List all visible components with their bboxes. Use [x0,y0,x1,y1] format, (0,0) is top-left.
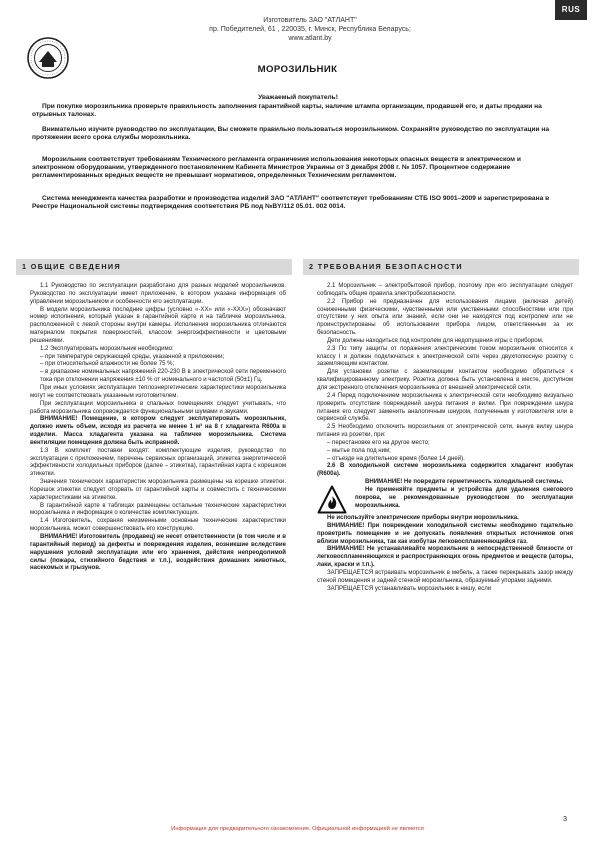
paragraph: 2.3 По типу защиты от поражения электрическим током морозильник относится к классу I и должен подключаться к электрической сети через двухполюсную розетку с заземляющим контактом. [317,345,573,368]
paragraph: Значения технических характеристик морозильника размещены на корешке этикетки. Корешок этикетки следует оторвать от гарантийной карты и совместить с техническими характеристиками на этикетке. [30,479,286,501]
intro-paragraph: Внимательно изучите руководство по эксплуатации, Вы сможете правильно пользоваться морозильником. Сохраняйте руководство по эксплуатации на протяжении всего срока службы морозильника. [32,125,550,141]
list-item: – при температуре окружающей среды, указанной в приложении; [40,353,225,360]
paragraph: ВНИМАНИЕ! Изготовитель (продавец) не несет ответственности (в том числе и в гарантийный период) за дефекты и повреждения изделия, возникшие вследствие нарушения условий эксплуатации или его хранения, действия непреодолимой силы (пожара, стихийного бедствия и т.п.), воздействия домашних животных, насекомых и грызунов. [30,534,286,572]
paragraph: При иных условиях эксплуатации теплоэнергетические характеристики морозильника могут не соответствовать указанным изготовителем. [30,384,286,399]
paragraph: ВНИМАНИЕ! При повреждении холодильной системы необходимо тщательно проветрить помещение и не допускать появления открытых источников огня вблизи морозильника, так как изобутан легковоспламеняющийся газ. [317,522,573,545]
content-columns [16,259,579,594]
paragraph: 2.1 Морозильник – электробытовой прибор, поэтому при его эксплуатации следует соблюдать общие правила электробезопасности. [317,283,573,297]
paragraph: ВНИМАНИЕ! Не устанавливайте морозильник в непосредственной близости от легковоспламеняющихся и распространяющих огонь предметов и веществ (шторы, лаки, краски и т.п.). [317,546,573,569]
list-item: – в диапазоне номинальных напряжений 220-230 В в электрической сети переменного тока при отклонении напряжения ±10 % от номинального и частотой (50±1) Гц. [40,369,286,384]
paragraph: В модели морозильника последние цифры (условно «-ХХ» или «-ХХХ») обозначают номер исполнения, который указан в гарантийной карте и на табличке морозильника, расположенной с левой стороны внутри камеры. Исполнения морозильника отличаются материалом покрытия поверхностей, классом энергоэффективности и цветовыми решениями. [30,306,286,344]
paragraph: ЗАПРЕЩАЕТСЯ встраивать морозильник в мебель, а также перекрывать зазор между стеной помещения и задней стенкой морозильника, образуемый упорами задними. [317,570,573,584]
manufacturer-website: www.atlant.by [288,35,332,43]
warning-text [355,479,573,510]
manufacturer-block [120,16,500,44]
list-item: – мытье пола под ним; [327,447,391,454]
paragraph: ВНИМАНИЕ! Помещение, в котором следует эксплуатировать морозильник, должно иметь объем, исходя из расчета не менее 1 м³ на 8 г хладагента R600а в изделии. Масса хладагента указана на табличке морозильника. Система вентиляции помещения должна быть исправной. [30,416,286,446]
paragraph: ЗАПРЕЩАЕТСЯ устанавливать морозильник в нишу, если [327,585,492,592]
paragraph: Дети должны находиться под контролем для недопущения игры с прибором. [327,337,544,344]
list-item: – перестановке его на другое место; [327,439,430,446]
flammable-warning [317,479,573,515]
compliance-paragraph: Морозильник соответствует требованиям Технического регламента ограничения использования некоторых опасных веществ в электрическом и электронном оборудовании, утвержденного постановлением Кабинета Министров Украины от 3 декабря 2008 г. № 1057. Процентное содержание регламентированных вредных веществ не превышает нормативов, определенных Техническим регламентом. [32,156,521,180]
section-body [16,283,292,573]
paragraph: 2.6 В холодильной системе морозильника содержится хладагент изобутан (R600а). [317,463,573,478]
paragraph: Для установки розетки с заземляющим контактом необходимо обратиться к квалифицированному электрику. Розетка должна быть установлена в месте, доступном для экстренного отключения морозильника от внешней электрической сети. [317,369,573,391]
manufacturer-name: Изготовитель ЗАО "АТЛАНТ" [263,17,357,24]
paragraph: В гарантийной карте в таблицах размещены остальные технические характеристики морозильника и информация о количестве комплектующих. [30,502,286,517]
intro-block [32,94,564,217]
paragraph: 1.4 Изготовитель, сохраняя неизменными основные технические характеристики морозильника, может совершенствовать его конструкцию. [30,518,286,533]
paragraph: 2.2 Прибор не предназначен для использования лицами (включая детей) сониженными физическими, чувственными или умственными способностями или при отсутствии у них опыта или знаний, если они не находятся под контролем или не проинструктированы об использовании прибора лицом, ответственным за их безопасность. [317,298,573,337]
paragraph: 2.4 Перед подключением морозильника к электрической сети необходимо визуально проверить отсутствие повреждений шнура питания и вилки. При повреждении шнура питания его следует заменить аналогичным шнуром, полученным у изготовителя или в сервисной службе. [317,392,573,423]
paragraph: 1.1 Руководство по эксплуатации разработано для разных моделей морозильников. Руководство по эксплуатации имеет приложение, в котором указана информация об управлении морозильником и особенности его эксплуатации. [30,283,286,305]
flammable-warning-icon [317,485,347,515]
paragraph: 1.3 В комплект поставки входят: комплектующие изделия, руководство по эксплуатации с приложением, перечень сервисных организаций, этикетка энергетической эффективности холодильных приборов (далее – этикетка), гарантийная карта с корешком этикетки. [30,447,286,478]
paragraph: При эксплуатации морозильника в спальных помещениях следует учитывать, что работа морозильника сопровождается функциональными шумами и звуками. [30,400,286,415]
greeting: Уважаемый покупатель! [258,94,338,101]
intro-paragraph: При покупке морозильника проверьте правильность заполнения гарантийной карты, наличие штампа организации, продавшей его, и даты продажи на отрывных талонах. [32,103,542,119]
paragraph: Не используйте электрические приборы внутри морозильника. [327,515,519,522]
section-body [303,283,579,594]
paragraph: Не применяйте предметы и устройства для удаления снегового покрова, не рекомендованные руководством по эксплуатации морозильника. [355,486,573,509]
language-tab: RUS [555,0,587,20]
paragraph: 1.2 Эксплуатировать морозильник необходимо: [40,345,174,352]
section-safety [303,259,579,594]
quality-system-paragraph: Система менеджмента качества разработки и производства изделий ЗАО "АТЛАНТ" соответствует требованиям СТБ ISO 9001–2009 и зарегистрирована в Реестре Национальной системы подтверждения соответствия РБ под №BY/112 05.01. 002 0014. [32,194,550,210]
disclaimer-footer: Информация для предварительного ознакомления. Официальной информацией не является [171,826,424,832]
list-item: – при относительной влажности не более 75 %; [40,361,175,368]
document-title: МОРОЗИЛЬНИК [257,64,338,75]
page-number: 3 [563,814,567,823]
list-item: – отъезде на длительное время (более 14 дней). [327,455,465,462]
paragraph: ВНИМАНИЕ! Не повредите герметичность холодильной системы. [365,479,564,486]
section-general [16,259,292,594]
manufacturer-address: пр. Победителей, 61 , 220035, г. Минск, Республика Беларусь; [209,26,411,34]
section-heading: 2 ТРЕБОВАНИЯ БЕЗОПАСНОСТИ [303,259,579,275]
section-heading: 1 ОБЩИЕ СВЕДЕНИЯ [16,259,292,275]
paragraph: 2.5 Необходимо отключить морозильник от электрической сети, вынув вилку шнура питания из розетки, при: [317,424,573,439]
